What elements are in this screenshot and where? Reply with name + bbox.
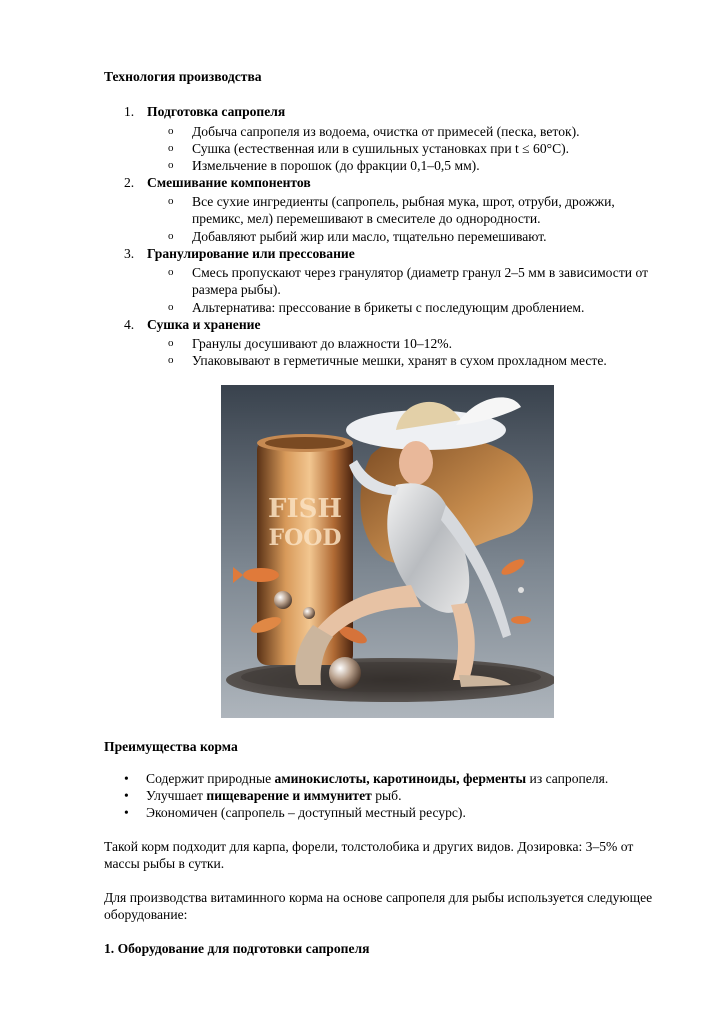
step-title: Подготовка сапропеля	[147, 104, 286, 119]
fish-food-illustration	[221, 385, 554, 718]
subitem-text: Упаковывают в герметичные мешки, хранят в сухом прохладном месте.	[192, 353, 607, 368]
can-label-food: FOOD	[268, 525, 342, 551]
step-number: 2.	[124, 175, 135, 190]
sub-marker: o	[168, 125, 174, 137]
step-title: Смешивание компонентов	[147, 175, 311, 190]
advantage-text-pre: Улучшает	[146, 788, 207, 803]
advantage-text-bold: пищеварение и иммунитет	[206, 788, 372, 803]
paragraph-equipment: Для производства витаминного корма на основе сапропеля для рыбы используется следующее оборудование:	[104, 890, 653, 922]
advantage-item-1	[124, 770, 664, 787]
step-4-subitem-2	[168, 352, 658, 369]
step-title: Гранулирование или прессование	[147, 246, 355, 261]
subitem-text: Гранулы досушивают до влажности 10–12%.	[192, 336, 452, 351]
bullet-marker: •	[124, 788, 129, 803]
step-1-subitem-3	[168, 157, 658, 174]
step-1	[124, 103, 285, 120]
advantage-text-post: рыб.	[371, 788, 402, 803]
subitem-text: Добавляют рыбий жир или масло, тщательно перемешивают.	[192, 229, 547, 244]
paragraph-dosage: Такой корм подходит для карпа, форели, толстолобика и других видов. Дозировка: 3–5% от массы рыбы в сутки.	[104, 839, 634, 871]
advantage-text-post: из сапропеля.	[526, 771, 609, 786]
advantage-item-2	[124, 787, 664, 804]
sub-marker: o	[168, 142, 174, 154]
can-label-fish: FISH	[268, 494, 342, 524]
step-4	[124, 316, 261, 333]
subitem-text: Смесь пропускают через гранулятор (диаметр гранул 2–5 мм в зависимости от размера рыбы).	[192, 265, 649, 297]
step-3	[124, 245, 355, 262]
sub-marker: o	[168, 159, 174, 171]
heading-equipment: 1. Оборудование для подготовки сапропеля	[104, 941, 370, 956]
subitem-text: Измельчение в порошок (до фракции 0,1–0,5 мм).	[192, 158, 480, 173]
step-number: 3.	[124, 246, 135, 261]
subitem-text: Сушка (естественная или в сушильных установках при t ≤ 60°C).	[192, 141, 570, 156]
step-3-subitem-1	[168, 264, 658, 298]
sub-marker: o	[168, 230, 174, 242]
step-number: 4.	[124, 317, 135, 332]
advantage-text-bold: аминокислоты, каротиноиды, ферменты	[274, 771, 527, 786]
heading-technology: Технология производства	[104, 69, 262, 84]
step-number: 1.	[124, 104, 135, 119]
step-title: Сушка и хранение	[147, 317, 261, 332]
subitem-text: Все сухие ингредиенты (сапропель, рыбная мука, шрот, отруби, дрожжи, премикс, мел) перемешивают в смесителе до однородности.	[192, 194, 615, 226]
subitem-text: Альтернатива: прессование в брикеты с последующим дроблением.	[192, 300, 585, 315]
bullet-marker: •	[124, 805, 129, 820]
sub-marker: o	[168, 337, 174, 349]
step-2-subitem-1	[168, 193, 658, 227]
sub-marker: o	[168, 195, 174, 207]
advantage-item-3	[124, 804, 664, 821]
sub-marker: o	[168, 354, 174, 366]
step-4-subitem-1	[168, 335, 658, 352]
sub-marker: o	[168, 301, 174, 313]
step-2	[124, 174, 311, 191]
heading-advantages: Преимущества корма	[104, 739, 238, 754]
step-1-subitem-1	[168, 123, 658, 140]
step-2-subitem-2	[168, 228, 658, 245]
bullet-marker: •	[124, 771, 129, 786]
advantage-text-pre: Содержит природные	[146, 771, 275, 786]
step-1-subitem-2	[168, 140, 658, 157]
advantage-text-pre: Экономичен (сапропель – доступный местный ресурс).	[146, 805, 466, 820]
step-3-subitem-2	[168, 299, 658, 316]
subitem-text: Добыча сапропеля из водоема, очистка от примесей (песка, веток).	[192, 124, 580, 139]
sub-marker: o	[168, 266, 174, 278]
